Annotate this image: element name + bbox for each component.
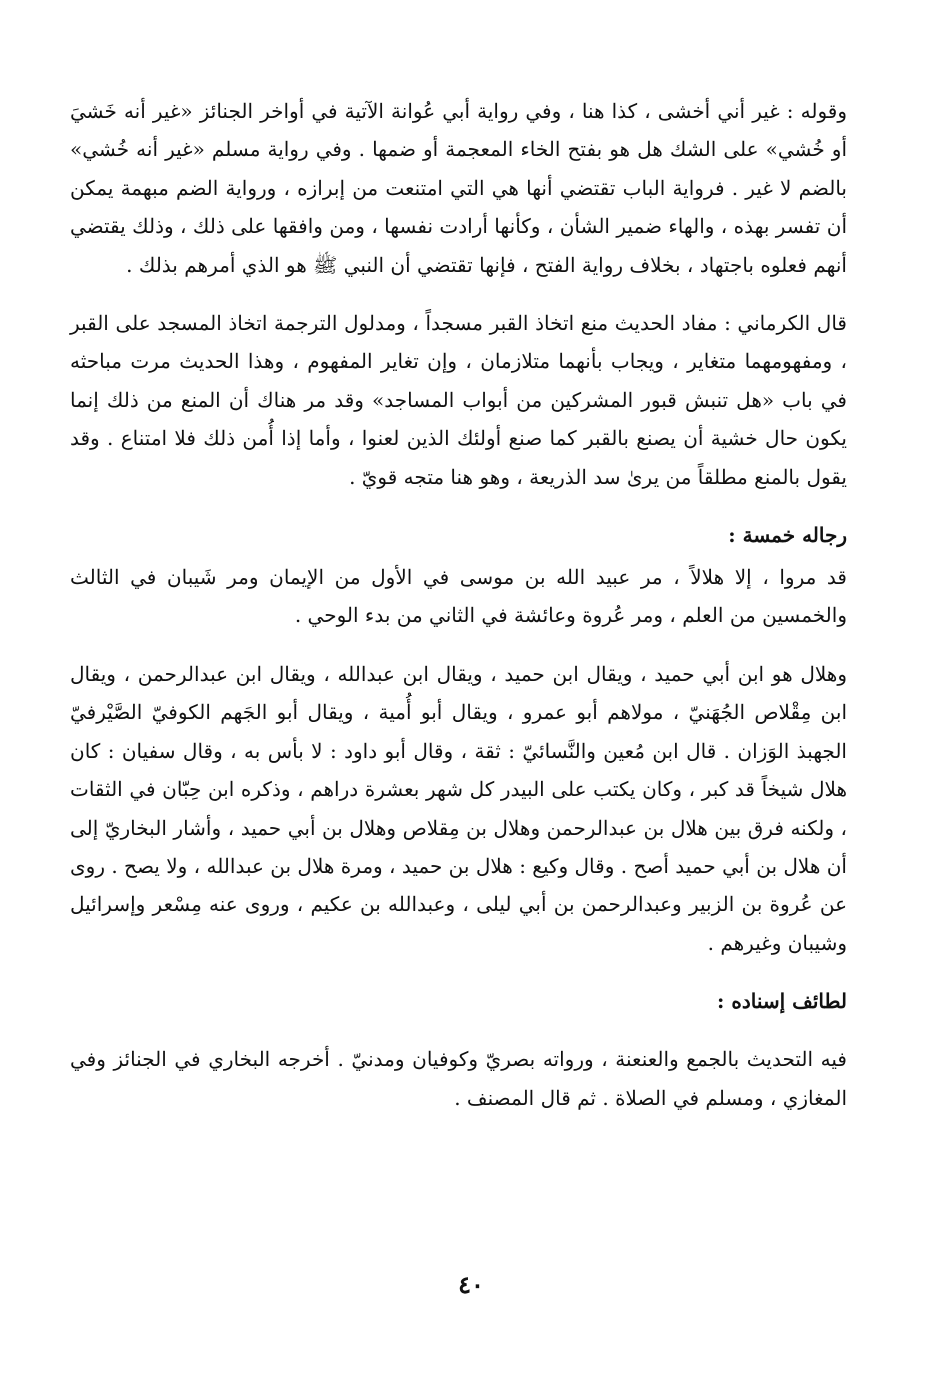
paragraph-commentary: وقوله : غير أني أخشى ، كذا هنا ، وفي رواية أبي عُوانة الآتية في أواخر الجنائز «غير أنه خَشيَ أو خُشي» على الشك هل هو بفتح الخاء المعجمة أو ضمها . وفي رواية مسلم «غير أنه خُشي» بالضم لا غير . فرواية الباب تقتضي أنها هي التي امتنعت من إبرازه ، ورواية الضم مبهمة يمكن أن تفسر بهذه ، والهاء ضمير الشأن ، وكأنها أرادت نفسها ، ومن وافقها على ذلك ، وذلك يقتضي أنهم فعلوه باجتهاد ، بخلاف رواية الفتح ، فإنها تقتضي أن النبي ﷺ هو الذي أمرهم بذلك .: [70, 99, 847, 277]
page-body: [70, 92, 847, 1117]
paragraph-narrators: قد مروا ، إلا هلالاً ، مر عبيد الله بن موسى في الأول من الإيمان ومر شَيبان في الثالث والخمسين من العلم ، ومر عُروة وعائشة في الثاني من بدء الوحي .: [70, 565, 847, 628]
paragraph-isnad: فيه التحديث بالجمع والعنعنة ، ورواته بصريّ وكوفيان ومدنيّ . أخرجه البخاري في الجنائز وفي المغازي ، ومسلم في الصلاة . ثم قال المصنف .: [70, 1047, 847, 1110]
paragraph-kirmani: قال الكرماني : مفاد الحديث منع اتخاذ القبر مسجداً ، ومدلول الترجمة اتخاذ المسجد على القبر ، ومفهومهما متغاير ، ويجاب بأنهما متلازمان ، وإن تغاير المفهوم ، وهذا الحديث مرت مباحثه في باب «هل تنبش قبور المشركين من أبواب المساجد» وقد مر هناك أن المنع من ذلك إنما يكون حال خشية أن يصنع بالقبر كما صنع أولئك الذين لعنوا ، وأما إذا أُمن ذلك فلا امتناع . وقد يقول بالمنع مطلقاً من يرىٰ سد الذريعة ، وهو هنا متجه قويّ .: [70, 311, 848, 489]
page-number: ٤٠: [458, 1270, 484, 1299]
paragraph-hilal: وهلال هو ابن أبي حميد ، ويقال ابن حميد ، ويقال ابن عبدالله ، ويقال ابن عبدالرحمن ، ويقال ابن مِقْلاص الجُهَنيّ ، مولاهم أبو عمرو ، ويقال أبو أُمية ، ويقال أبو الجَهم الكوفيّ الصَّيْرفيّ الجهبذ الوَزان . قال ابن مُعين والنَّسائيّ : ثقة ، وقال أبو داود : لا بأس به ، وقال سفيان : كان هلال شيخاً قد كبر ، وكان يكتب على البيدر كل شهر بعشرة دراهم ، وذكره ابن حِبّان في الثقات ، ولكنه فرق بين هلال بن عبدالرحمن وهلال بن مِقلاص وهلال بن أبي حميد ، وأشار البخاريّ إلى أن هلال بن أبي حميد أصح . وقال وكيع : هلال بن حميد ، ومرة هلال بن عبدالله ، ولا يصح . روى عن عُروة بن الزبير وعبدالرحمن بن أبي ليلى ، وعبدالله بن عكيم ، وروى عنه مِسْعر وإسرائيل وشيبان وغيرهم .: [70, 661, 847, 955]
heading-isnad-subtleties: لطائف إسناده :: [717, 989, 847, 1014]
heading-narrators: رجاله خمسة :: [728, 523, 847, 548]
